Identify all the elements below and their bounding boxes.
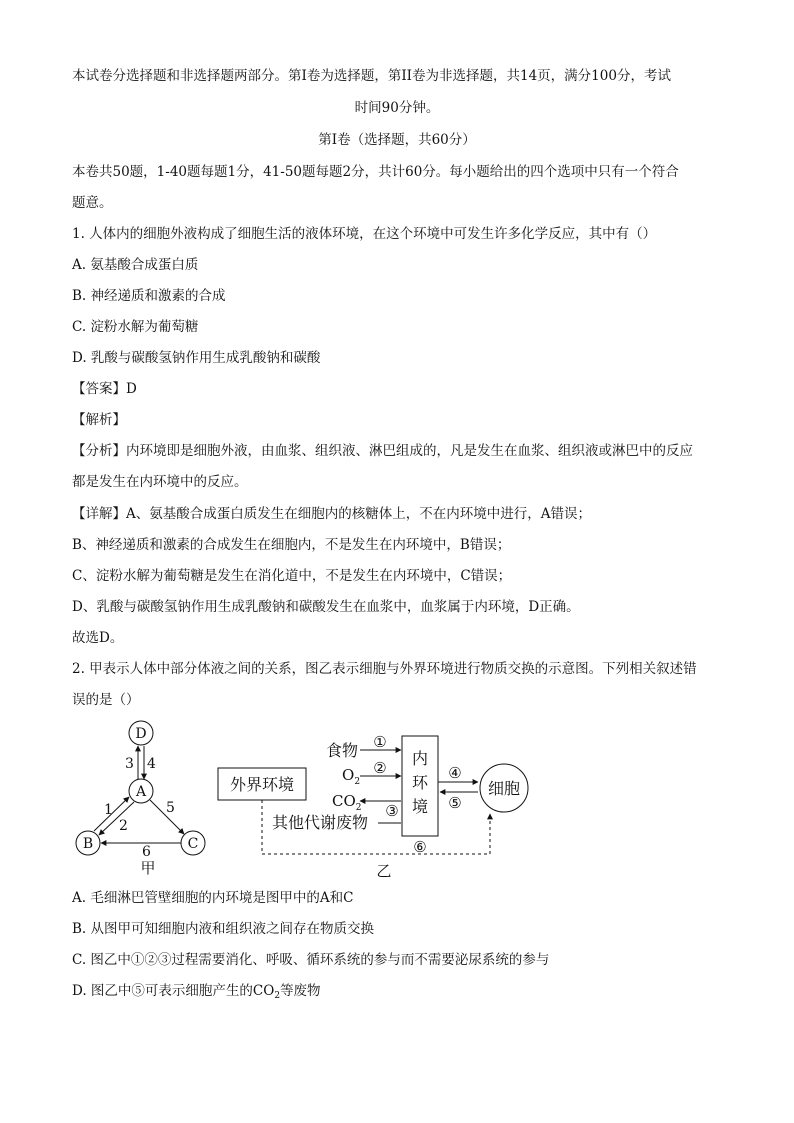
q2-option-a: A. 毛细淋巴管壁细胞的内环境是图甲中的A和C [72,890,354,906]
label-5: 5 [166,800,175,816]
o2-subscript: 2 [354,777,361,787]
q2-stem-line-2: 误的是（） [72,692,140,708]
label-1: 1 [104,802,113,818]
q2-option-d [72,981,321,1006]
label-3: 3 [125,756,134,772]
outer-env-label: 外界环境 [229,775,295,794]
q2-option-d-subscript: 2 [274,991,281,1001]
q1-analysis-line-1: 【分析】内环境即是细胞外液，由血浆、组织液、淋巴组成的，凡是发生在血浆、组织液或淋巴中的反应 [72,443,693,459]
q2-stem-line-1: 2. 甲表示人体中部分体液之间的关系，图乙表示细胞与外界环境进行物质交换的示意图。下列相关叙述错 [72,661,697,677]
inner-env-char-2: 环 [411,773,429,792]
figure-jia-caption: 甲 [140,859,156,877]
q1-conclusion: 故选D。 [72,630,124,646]
q1-detail-b: B、神经递质和激素的合成发生在细胞内，不是发生在内环境中，B错误； [72,537,511,553]
figure-jia-diagram [66,718,216,878]
co2-main: CO [332,792,356,810]
intro-line-1: 本试卷分选择题和非选择题两部分。第Ⅰ卷为选择题，第ⅠⅠ卷为非选择题，共14页，满分100分，考试 [72,68,671,84]
step-6-marker: ⑥ [413,838,427,856]
figure-yi-caption: 乙 [376,862,392,880]
q1-detail-a: 【详解】A、氨基酸合成蛋白质发生在细胞内的核糖体上，不在内环境中进行，A错误； [72,506,591,522]
q1-option-b: B. 神经递质和激素的合成 [72,288,226,304]
q1-analysis-title: 【解析】 [72,412,126,428]
figure-yi-diagram [214,728,534,882]
intro-line-2: 时间90分钟。 [354,100,440,116]
inner-env-char-3: 境 [411,797,429,816]
q1-detail-d: D、乳酸与碳酸氢钠作用生成乳酸钠和碳酸发生在血浆中，血浆属于内环境，D正确。 [72,599,580,615]
q1-stem: 1. 人体内的细胞外液构成了细胞生活的液体环境，在这个环境中可发生许多化学反应，其中有（） [72,226,657,242]
step-3-marker: ③ [385,802,399,820]
cell-label: 细胞 [487,779,521,798]
q2-option-d-tail: 等废物 [280,983,321,999]
node-b-label: B [82,836,94,852]
step-2-marker: ② [373,759,387,777]
inner-env-char-1: 内 [411,749,429,768]
q2-option-c: C. 图乙中①②③过程需要消化、呼吸、循环系统的参与而不需要泌尿系统的参与 [72,952,550,968]
label-2: 2 [119,818,128,834]
q1-detail-c: C、淀粉水解为葡萄糖是发生在消化道中，不是发生在内环境中，C错误； [72,568,512,584]
q1-option-c: C. 淀粉水解为葡萄糖 [72,319,199,335]
q1-option-a: A. 氨基酸合成蛋白质 [72,257,199,273]
step-5-marker: ⑤ [448,794,462,812]
q1-analysis-line-2: 都是发生在内环境中的反应。 [72,474,248,490]
node-c-label: C [187,836,199,852]
co2-label [332,792,362,813]
node-a-label: A [135,784,147,800]
q1-option-d: D. 乳酸与碳酸氢钠作用生成乳酸钠和碳酸 [72,350,321,366]
q2-option-b: B. 从图甲可知细胞内液和组织液之间存在物质交换 [72,921,375,937]
co2-subscript: 2 [355,803,362,813]
section-note-line-2: 题意。 [72,195,113,211]
section-title: 第Ⅰ卷（选择题，共60分） [318,132,476,148]
food-label: 食物 [326,741,359,760]
q1-answer: 【答案】D [72,381,137,397]
label-4: 4 [147,756,156,772]
section-note-line-1: 本卷共50题，1-40题每题1分，41-50题每题2分，共计60分。每小题给出的四个选项中只有一个符合 [72,164,679,180]
o2-label [342,766,360,787]
waste-label: 其他代谢废物 [272,813,369,832]
step-1-marker: ① [373,733,387,751]
node-d-label: D [135,726,147,742]
o2-main: O [342,766,355,784]
label-6: 6 [142,844,151,860]
q2-option-d-text: D. 图乙中⑤可表示细胞产生的CO [72,983,275,999]
step-4-marker: ④ [448,764,462,782]
